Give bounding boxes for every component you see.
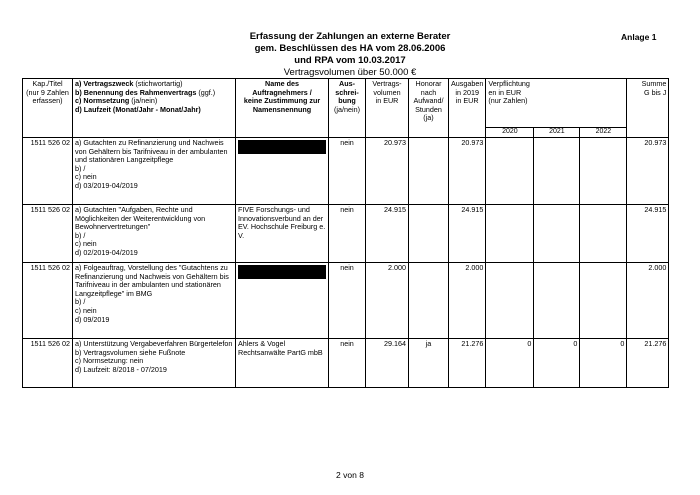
name-cell <box>236 263 329 339</box>
redaction-bar <box>238 140 326 154</box>
volumen-cell: 29.164 <box>366 339 409 388</box>
col-2020-header: 2020 <box>486 128 534 138</box>
summe-cell: 2.000 <box>627 263 669 339</box>
y2021-cell <box>534 263 580 339</box>
y2022-cell <box>580 263 627 339</box>
ausschreibung-cell: nein <box>329 263 366 339</box>
ausschreibung-cell: nein <box>329 205 366 263</box>
y2020-cell <box>486 138 534 205</box>
table-row <box>23 339 669 388</box>
doc-title-line1: Erfassung der Zahlungen an externe Berater <box>249 31 451 42</box>
volumen-cell: 20.973 <box>366 138 409 205</box>
y2020-cell: 0 <box>486 339 534 388</box>
col-honorar-header: Honorar nach Aufwand/ Stunden (ja) <box>409 79 449 138</box>
y2021-cell <box>534 138 580 205</box>
zweck-cell: a) Folgeauftrag, Vorstellung des "Gutachtens zu Refinanzierung und Nachweis von Gehältern bis Tarifniveau in der ambulanten und stationären Langzeitpflege" im BMG b) / c) nein d) 09/2019 <box>73 263 236 339</box>
kap-cell: 1511 526 02 <box>23 138 73 205</box>
kap-cell: 1511 526 02 <box>23 339 73 388</box>
col-2021-header: 2021 <box>534 128 580 138</box>
col-ausschreibung-header: Aus- schrei- bung (ja/nein) <box>329 79 366 138</box>
kap-cell: 1511 526 02 <box>23 263 73 339</box>
col-zweck-header: a) Vertragszweck (stichwortartig) b) Benennung des Rahmenvertrags (ggf.) c) Normsetzung (ja/nein) d) Laufzeit (Monat/Jahr - Monat/Jahr) <box>73 79 236 138</box>
honorar-cell <box>409 138 449 205</box>
name-cell: Ahlers & Vogel Rechtsanwälte PartG mbB <box>236 339 329 388</box>
y2022-cell <box>580 138 627 205</box>
ausschreibung-cell: nein <box>329 339 366 388</box>
zweck-cell: a) Gutachten "Aufgaben, Rechte und Möglichkeiten der Weiterentwicklung von Bewohnervertretungen" b) / c) nein d) 02/2019-04/2019 <box>73 205 236 263</box>
summe-cell: 20.973 <box>627 138 669 205</box>
table-row <box>23 138 669 205</box>
anlage-label: Anlage 1 <box>621 32 657 42</box>
ausgaben-cell: 21.276 <box>449 339 486 388</box>
zweck-cell: a) Unterstützung Vergabeverfahren Bürgertelefon b) Vertragsvolumen siehe Fußnote c) Normsetzung: nein d) Laufzeit: 8/2018 - 07/2019 <box>73 339 236 388</box>
honorar-cell <box>409 205 449 263</box>
y2022-cell: 0 <box>580 339 627 388</box>
col-verpflichtung-header: Verpflichtung en in EUR (nur Zahlen) <box>486 79 627 128</box>
y2020-cell <box>486 205 534 263</box>
col-summe-header: Summe G bis J <box>627 79 669 138</box>
ausgaben-cell: 20.973 <box>449 138 486 205</box>
y2021-cell <box>534 205 580 263</box>
honorar-cell: ja <box>409 339 449 388</box>
page-number: 2 von 8 <box>336 470 364 480</box>
table-row <box>23 263 669 339</box>
col-kap-header: Kap./Titel (nur 9 Zahlen erfassen) <box>23 79 73 138</box>
col-volumen-header: Vertrags- volumen in EUR <box>366 79 409 138</box>
y2021-cell: 0 <box>534 339 580 388</box>
volumen-cell: 2.000 <box>366 263 409 339</box>
summe-cell: 21.276 <box>627 339 669 388</box>
col-ausgaben-header: Ausgaben in 2019 in EUR <box>449 79 486 138</box>
table-row <box>23 205 669 263</box>
volumen-cell: 24.915 <box>366 205 409 263</box>
ausschreibung-cell: nein <box>329 138 366 205</box>
y2022-cell <box>580 205 627 263</box>
kap-cell: 1511 526 02 <box>23 205 73 263</box>
redaction-bar <box>238 265 326 279</box>
honorar-cell <box>409 263 449 339</box>
summe-cell: 24.915 <box>627 205 669 263</box>
col-name-header: Name des Auftragnehmers / keine Zustimmung zur Namensnennung <box>236 79 329 138</box>
name-cell <box>236 138 329 205</box>
doc-subtitle: Vertragsvolumen über 50.000 € <box>283 67 417 78</box>
ausgaben-cell: 2.000 <box>449 263 486 339</box>
col-2022-header: 2022 <box>580 128 627 138</box>
name-cell: FIVE Forschungs- und Innovationsverbund an der EV. Hochschule Freiburg e. V. <box>236 205 329 263</box>
zweck-cell: a) Gutachten zu Refinanzierung und Nachweis von Gehältern bis Tarifniveau in der ambulanten und stationären Langzeitpflege b) / c) nein d) 03/2019-04/2019 <box>73 138 236 205</box>
payments-table <box>22 78 669 388</box>
doc-title-line3: und RPA vom 10.03.2017 <box>294 55 406 66</box>
ausgaben-cell: 24.915 <box>449 205 486 263</box>
y2020-cell <box>486 263 534 339</box>
doc-title-line2: gem. Beschlüssen des HA vom 28.06.2006 <box>254 43 446 54</box>
